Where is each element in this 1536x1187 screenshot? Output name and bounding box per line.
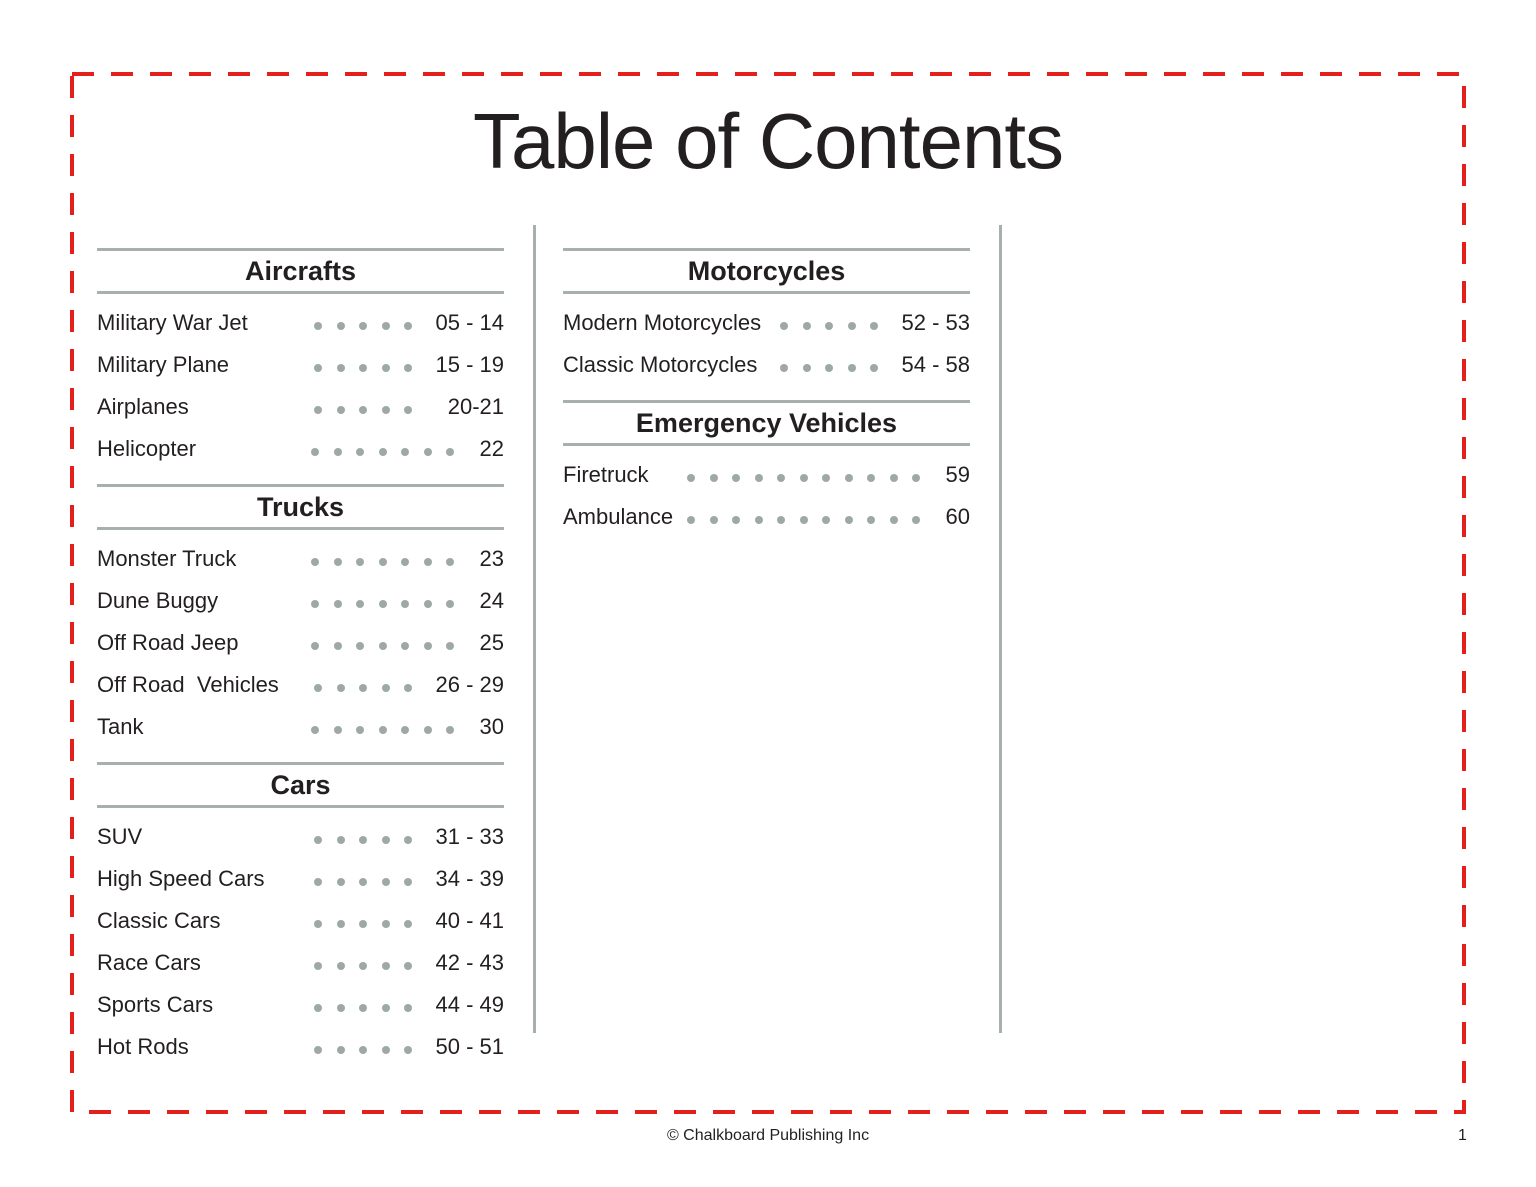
- leader-dot: [867, 474, 875, 482]
- dot-leader: [311, 448, 454, 456]
- entry-page-range: 31 - 33: [435, 824, 504, 849]
- leader-dot: [379, 642, 387, 650]
- leader-dot: [311, 726, 319, 734]
- toc-entry: [97, 858, 504, 900]
- entry-label: Off Road Jeep: [97, 630, 239, 655]
- toc-column-left: [97, 248, 504, 1082]
- leader-dot: [337, 1046, 345, 1054]
- dot-leader: [780, 364, 878, 372]
- dot-leader: [314, 684, 412, 692]
- leader-dot: [359, 836, 367, 844]
- dot-leader: [314, 878, 412, 886]
- entry-label: Classic Cars: [97, 908, 221, 933]
- leader-dot: [446, 448, 454, 456]
- leader-dot: [359, 684, 367, 692]
- leader-dot: [890, 474, 898, 482]
- leader-dot: [687, 474, 695, 482]
- leader-dot: [337, 962, 345, 970]
- leader-dot: [777, 474, 785, 482]
- dot-leader: [314, 322, 412, 330]
- leader-dot: [337, 684, 345, 692]
- leader-dot: [803, 322, 811, 330]
- dot-leader: [314, 1046, 412, 1054]
- leader-dot: [382, 406, 390, 414]
- dot-leader: [314, 406, 412, 414]
- entry-label: Dune Buggy: [97, 588, 219, 613]
- leader-dot: [314, 1004, 322, 1012]
- entry-label: Off Road Vehicles: [97, 672, 279, 697]
- leader-dot: [800, 474, 808, 482]
- leader-dot: [870, 364, 878, 372]
- leader-dot: [337, 406, 345, 414]
- leader-dot: [755, 474, 763, 482]
- toc-entry: [97, 984, 504, 1026]
- entry-page-range: 05 - 14: [435, 310, 504, 335]
- leader-dot: [356, 642, 364, 650]
- toc-section: [97, 248, 504, 470]
- leader-dot: [337, 878, 345, 886]
- dot-leader: [314, 1004, 412, 1012]
- leader-dot: [732, 474, 740, 482]
- entry-page-range: 30: [479, 714, 504, 739]
- entry-page-range: 52 - 53: [901, 310, 970, 335]
- entry-label: SUV: [97, 824, 143, 849]
- toc-entry: [563, 454, 970, 496]
- leader-dot: [314, 878, 322, 886]
- entry-page-range: 42 - 43: [435, 950, 504, 975]
- leader-dot: [359, 406, 367, 414]
- leader-dot: [401, 558, 409, 566]
- leader-dot: [424, 600, 432, 608]
- entry-label: Ambulance: [563, 504, 674, 529]
- section-heading: Emergency Vehicles: [563, 400, 970, 446]
- leader-dot: [404, 322, 412, 330]
- leader-dot: [755, 516, 763, 524]
- leader-dot: [401, 448, 409, 456]
- toc-section: [563, 248, 970, 386]
- entry-label: Airplanes: [97, 394, 189, 419]
- leader-dot: [337, 1004, 345, 1012]
- section-heading: Aircrafts: [97, 248, 504, 294]
- toc-column-middle: [563, 248, 970, 552]
- leader-dot: [424, 642, 432, 650]
- leader-dot: [446, 726, 454, 734]
- leader-dot: [446, 642, 454, 650]
- entry-label: Tank: [97, 714, 144, 739]
- column-divider: [533, 225, 536, 1033]
- leader-dot: [404, 962, 412, 970]
- toc-section: [97, 484, 504, 748]
- toc-entry: [97, 622, 504, 664]
- leader-dot: [401, 600, 409, 608]
- leader-dot: [424, 558, 432, 566]
- leader-dot: [825, 364, 833, 372]
- dot-leader: [687, 474, 920, 482]
- entry-label: Sports Cars: [97, 992, 214, 1017]
- entry-page-range: 54 - 58: [901, 352, 970, 377]
- leader-dot: [314, 406, 322, 414]
- toc-entry: [563, 496, 970, 538]
- leader-dot: [845, 474, 853, 482]
- leader-dot: [404, 1004, 412, 1012]
- leader-dot: [337, 836, 345, 844]
- section-heading: Cars: [97, 762, 504, 808]
- leader-dot: [424, 726, 432, 734]
- dot-leader: [687, 516, 920, 524]
- leader-dot: [356, 448, 364, 456]
- leader-dot: [446, 558, 454, 566]
- leader-dot: [867, 516, 875, 524]
- toc-entry: [97, 386, 504, 428]
- entry-label: Race Cars: [97, 950, 201, 975]
- toc-entry: [97, 428, 504, 470]
- toc-entry: [563, 302, 970, 344]
- entry-page-range: 20-21: [447, 394, 504, 419]
- leader-dot: [822, 516, 830, 524]
- leader-dot: [337, 920, 345, 928]
- entry-label: Firetruck: [563, 462, 649, 487]
- leader-dot: [382, 322, 390, 330]
- entry-label: Military Plane: [97, 352, 230, 377]
- leader-dot: [356, 600, 364, 608]
- leader-dot: [401, 642, 409, 650]
- entry-page-range: 40 - 41: [435, 908, 504, 933]
- leader-dot: [359, 364, 367, 372]
- leader-dot: [356, 726, 364, 734]
- leader-dot: [337, 322, 345, 330]
- entry-page-range: 44 - 49: [435, 992, 504, 1017]
- leader-dot: [359, 1046, 367, 1054]
- leader-dot: [777, 516, 785, 524]
- leader-dot: [359, 962, 367, 970]
- leader-dot: [311, 642, 319, 650]
- leader-dot: [404, 1046, 412, 1054]
- leader-dot: [404, 920, 412, 928]
- leader-dot: [382, 920, 390, 928]
- leader-dot: [359, 878, 367, 886]
- leader-dot: [710, 516, 718, 524]
- leader-dot: [334, 600, 342, 608]
- entry-page-range: 60: [945, 504, 970, 529]
- toc-entry: [97, 816, 504, 858]
- leader-dot: [382, 684, 390, 692]
- entry-page-range: 22: [479, 436, 504, 461]
- toc-section: [563, 400, 970, 538]
- leader-dot: [382, 364, 390, 372]
- entry-page-range: 15 - 19: [435, 352, 504, 377]
- leader-dot: [334, 558, 342, 566]
- leader-dot: [825, 322, 833, 330]
- leader-dot: [311, 448, 319, 456]
- leader-dot: [314, 322, 322, 330]
- leader-dot: [359, 1004, 367, 1012]
- leader-dot: [848, 364, 856, 372]
- leader-dot: [359, 920, 367, 928]
- leader-dot: [687, 516, 695, 524]
- leader-dot: [800, 516, 808, 524]
- entry-page-range: 23: [479, 546, 504, 571]
- dot-leader: [780, 322, 878, 330]
- leader-dot: [314, 1046, 322, 1054]
- leader-dot: [311, 600, 319, 608]
- leader-dot: [379, 448, 387, 456]
- section-heading: Motorcycles: [563, 248, 970, 294]
- leader-dot: [870, 322, 878, 330]
- entry-label: Helicopter: [97, 436, 197, 461]
- toc-entry: [563, 344, 970, 386]
- leader-dot: [424, 448, 432, 456]
- leader-dot: [382, 962, 390, 970]
- leader-dot: [404, 406, 412, 414]
- leader-dot: [314, 836, 322, 844]
- dot-leader: [311, 726, 454, 734]
- leader-dot: [401, 726, 409, 734]
- entry-page-range: 25: [479, 630, 504, 655]
- dot-leader: [314, 836, 412, 844]
- leader-dot: [732, 516, 740, 524]
- leader-dot: [780, 322, 788, 330]
- leader-dot: [446, 600, 454, 608]
- toc-entry: [97, 302, 504, 344]
- leader-dot: [912, 516, 920, 524]
- toc-entry: [97, 706, 504, 748]
- leader-dot: [382, 836, 390, 844]
- entry-label: Modern Motorcycles: [563, 310, 762, 335]
- leader-dot: [848, 322, 856, 330]
- entry-page-range: 59: [945, 462, 970, 487]
- leader-dot: [382, 1004, 390, 1012]
- toc-entry: [97, 1026, 504, 1068]
- dot-leader: [311, 600, 454, 608]
- entry-page-range: 26 - 29: [435, 672, 504, 697]
- entry-label: Hot Rods: [97, 1034, 189, 1059]
- leader-dot: [845, 516, 853, 524]
- dot-leader: [314, 364, 412, 372]
- leader-dot: [356, 558, 364, 566]
- page-title: Table of Contents: [472, 97, 1064, 185]
- leader-dot: [379, 726, 387, 734]
- toc-entry: [97, 580, 504, 622]
- leader-dot: [822, 474, 830, 482]
- entry-page-range: 34 - 39: [435, 866, 504, 891]
- entry-label: High Speed Cars: [97, 866, 265, 891]
- entry-label: Military War Jet: [97, 310, 248, 335]
- leader-dot: [314, 920, 322, 928]
- toc-entry: [97, 538, 504, 580]
- leader-dot: [311, 558, 319, 566]
- section-heading: Trucks: [97, 484, 504, 530]
- toc-entry: [97, 664, 504, 706]
- leader-dot: [780, 364, 788, 372]
- dot-leader: [314, 962, 412, 970]
- leader-dot: [382, 878, 390, 886]
- toc-entry: [97, 942, 504, 984]
- leader-dot: [803, 364, 811, 372]
- leader-dot: [382, 1046, 390, 1054]
- dot-leader: [311, 642, 454, 650]
- leader-dot: [337, 364, 345, 372]
- leader-dot: [334, 448, 342, 456]
- leader-dot: [404, 836, 412, 844]
- leader-dot: [379, 600, 387, 608]
- leader-dot: [359, 322, 367, 330]
- leader-dot: [334, 642, 342, 650]
- entry-label: Monster Truck: [97, 546, 237, 571]
- entry-page-range: 50 - 51: [435, 1034, 504, 1059]
- leader-dot: [404, 878, 412, 886]
- leader-dot: [404, 364, 412, 372]
- leader-dot: [912, 474, 920, 482]
- leader-dot: [890, 516, 898, 524]
- toc-entry: [97, 900, 504, 942]
- leader-dot: [404, 684, 412, 692]
- toc-section: [97, 762, 504, 1068]
- leader-dot: [314, 962, 322, 970]
- leader-dot: [379, 558, 387, 566]
- copyright-footer: © Chalkboard Publishing Inc: [666, 1127, 870, 1144]
- dot-leader: [314, 920, 412, 928]
- leader-dot: [334, 726, 342, 734]
- entry-label: Classic Motorcycles: [563, 352, 758, 377]
- entry-page-range: 24: [479, 588, 504, 613]
- dot-leader: [311, 558, 454, 566]
- leader-dot: [710, 474, 718, 482]
- page-number: 1: [1458, 1127, 1467, 1144]
- leader-dot: [314, 364, 322, 372]
- column-divider: [999, 225, 1002, 1033]
- leader-dot: [314, 684, 322, 692]
- toc-entry: [97, 344, 504, 386]
